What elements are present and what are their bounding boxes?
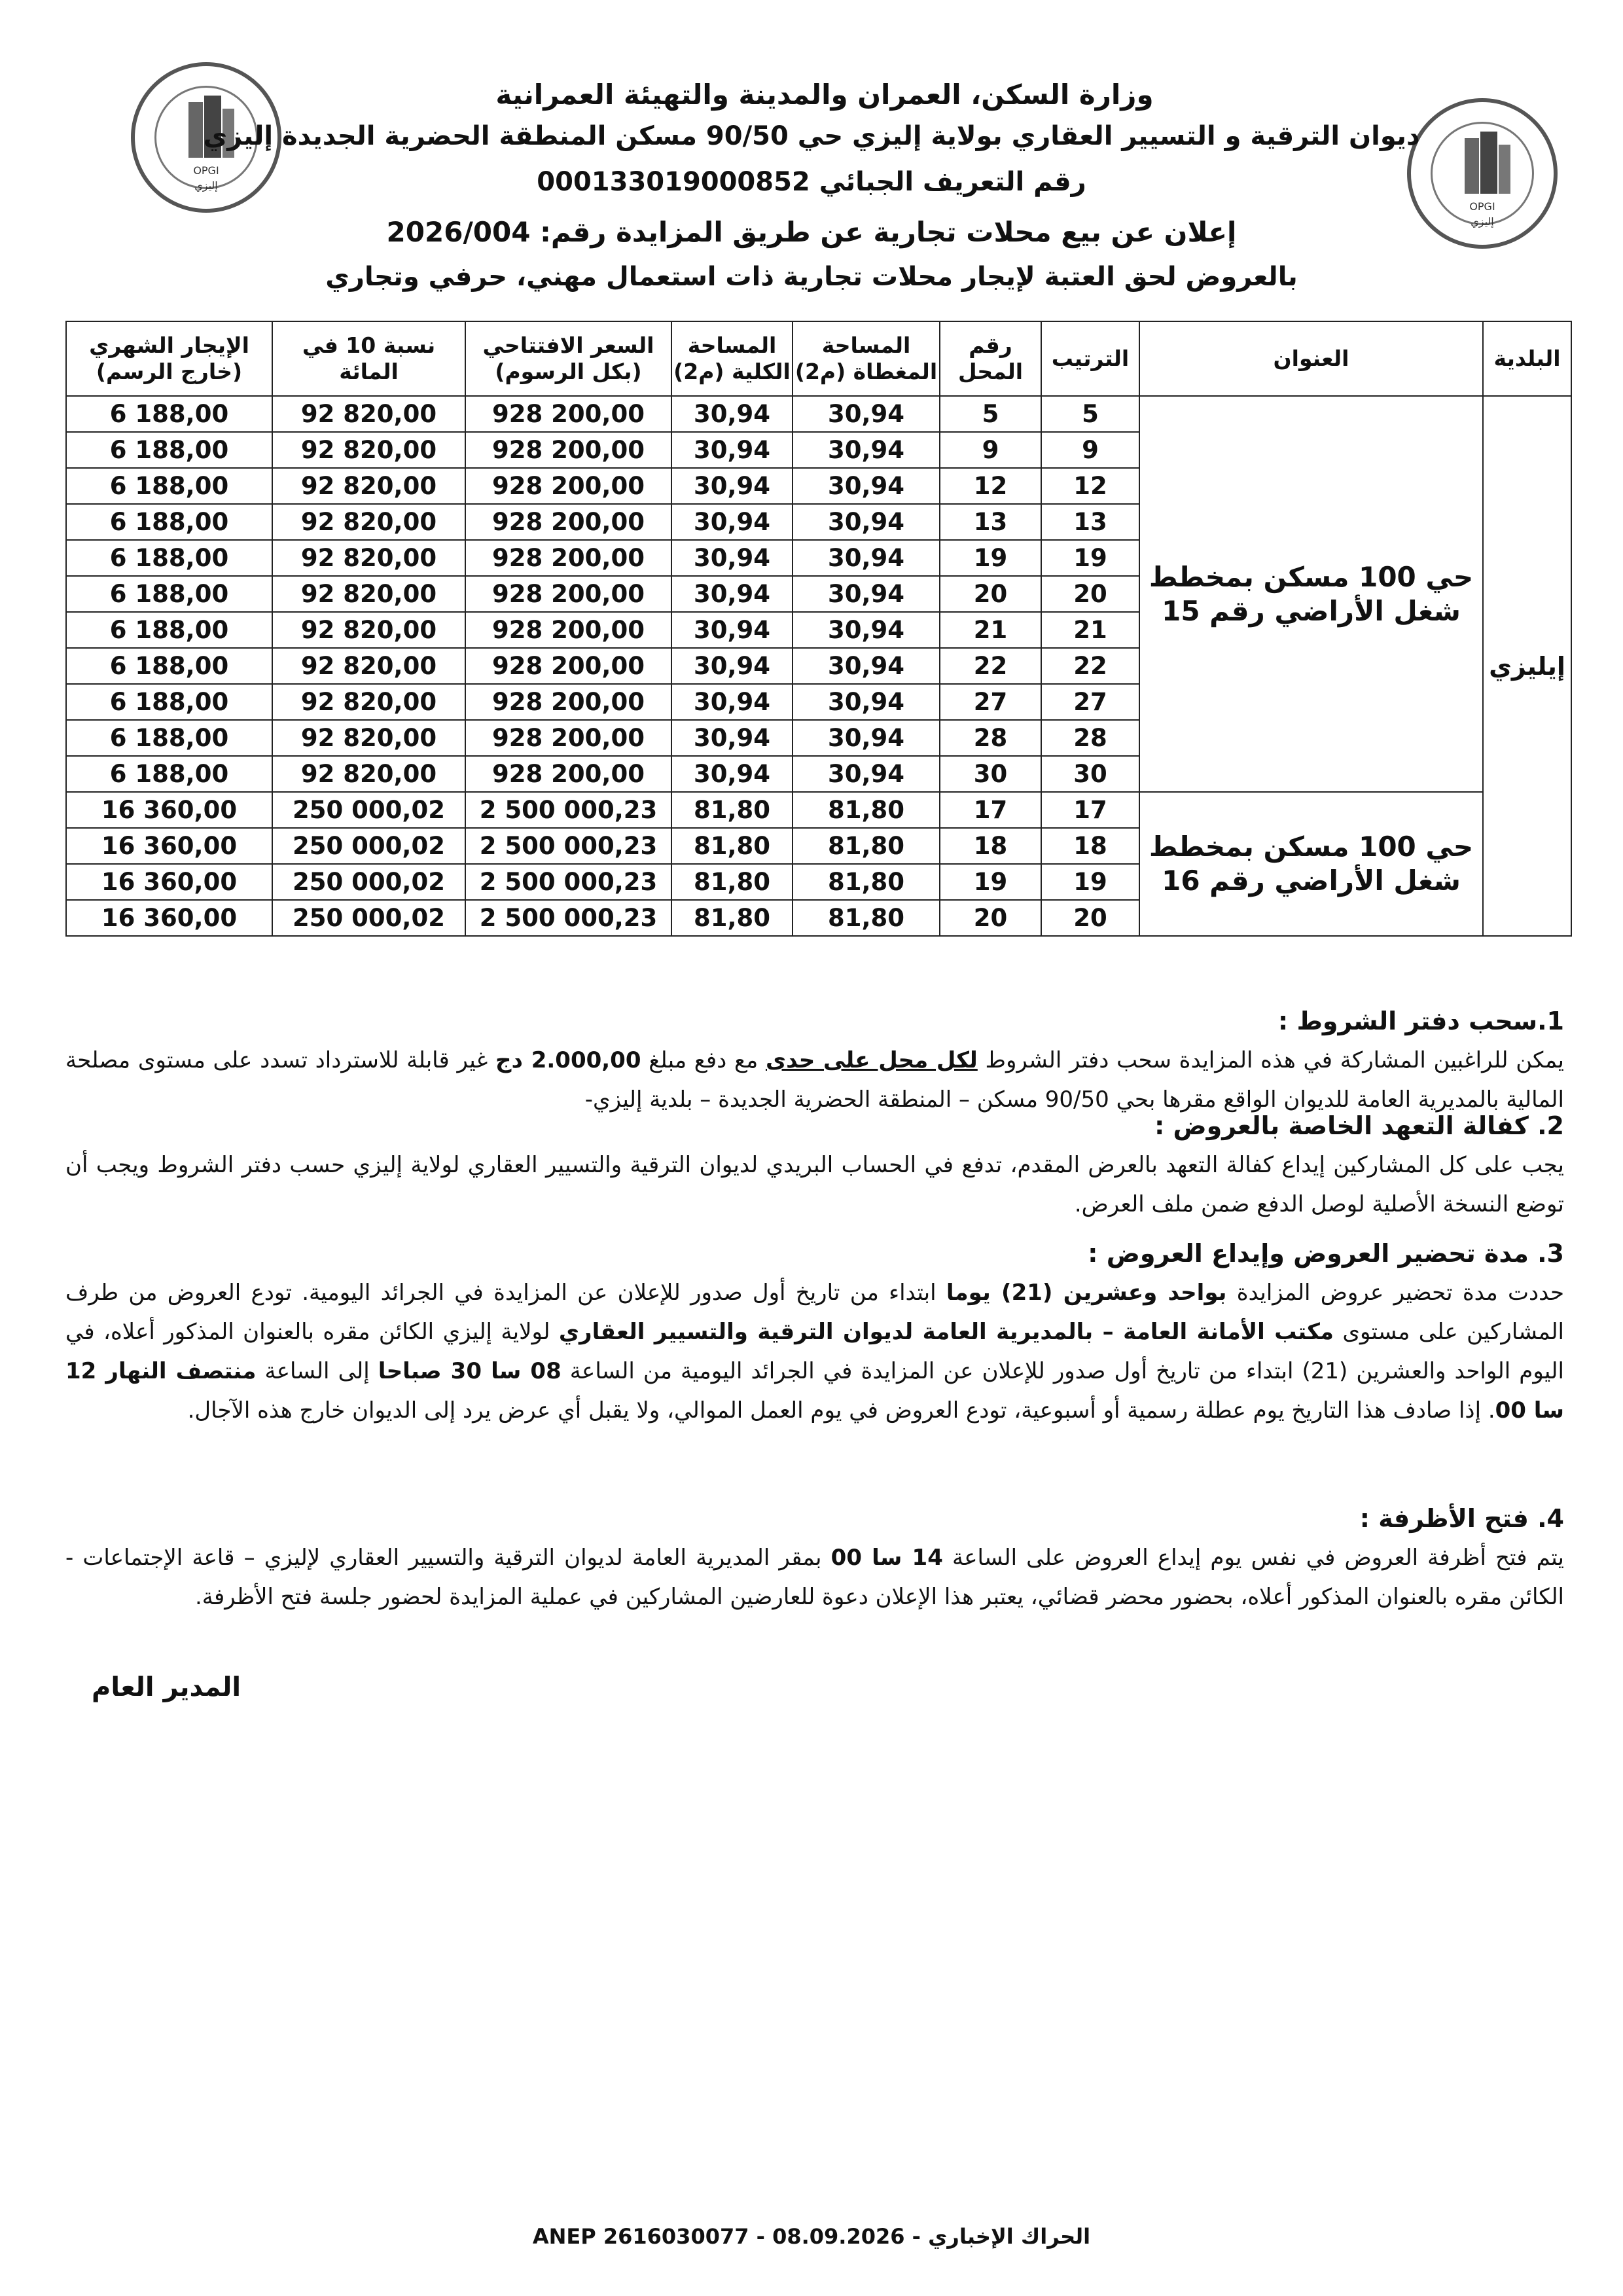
text-span: ابتداء من تاريخ أول صدور للإعلان عن المزايدة في الجرائد اليومية. تودع العروض من طرف المشاركين على مستوى (65, 1280, 1564, 1345)
cell-opening-price: 928 200,00 (465, 396, 671, 432)
cell-total-area: 30,94 (671, 504, 793, 540)
announcement-subtitle: بالعروض لحق العتبة لإيجار محلات تجارية ذات استعمال مهني، حرفي وتجاري (325, 262, 1298, 292)
cell-ten-percent: 92 820,00 (272, 720, 465, 756)
cell-opening-price: 2 500 000,23 (465, 828, 671, 864)
cell-opening-price: 2 500 000,23 (465, 792, 671, 828)
table-row (66, 792, 1571, 828)
cell-ten-percent: 92 820,00 (272, 468, 465, 504)
header-covered-area: المساحة المغطاة (م2) (793, 321, 940, 396)
section-title: 3. مدة تحضير العروض وإيداع العروض : (1088, 1239, 1564, 1268)
section-opening (65, 1499, 1564, 1617)
cell-shop-no: 17 (940, 792, 1041, 828)
cell-total-area: 81,80 (671, 792, 793, 828)
cell-opening-price: 928 200,00 (465, 504, 671, 540)
cell-total-area: 30,94 (671, 432, 793, 468)
office-title: ديوان الترقية و التسيير العقاري بولاية إليزي حي 90/50 مسكن المنطقة الحضرية الجديدة إليزي (203, 121, 1420, 151)
cell-total-area: 30,94 (671, 468, 793, 504)
cell-monthly-rent: 6 188,00 (66, 720, 272, 756)
cell-order: 30 (1041, 756, 1139, 792)
cell-monthly-rent: 6 188,00 (66, 504, 272, 540)
cell-covered-area: 30,94 (793, 468, 940, 504)
cell-shop-no: 21 (940, 612, 1041, 648)
cell-covered-area: 81,80 (793, 828, 940, 864)
section-text (65, 1273, 1564, 1430)
cell-shop-no: 5 (940, 396, 1041, 432)
cell-opening-price: 2 500 000,23 (465, 864, 671, 900)
fee-amount: 2.000,00 دج (495, 1047, 641, 1073)
section-text: يجب على كل المشاركين إيداع كفالة التعهد بالعرض المقدم، تدفع في الحساب البريدي لديوان الترقية والتسيير العقاري لولاية إليزي حسب دفتر الشروط ويجب أن توضع النسخة الأصلية لوصل الدفع ضمن ملف العرض. (65, 1152, 1564, 1217)
cell-shop-no: 28 (940, 720, 1041, 756)
cell-monthly-rent: 6 188,00 (66, 432, 272, 468)
cell-shop-no: 22 (940, 648, 1041, 684)
section-title: 4. فتح الأظرفة : (1359, 1504, 1564, 1533)
cell-monthly-rent: 6 188,00 (66, 540, 272, 576)
cell-covered-area: 30,94 (793, 540, 940, 576)
cell-covered-area: 81,80 (793, 864, 940, 900)
cell-shop-no: 20 (940, 900, 1041, 936)
text-span: لولاية إليزي الكائن مقره بالعنوان المذكور أعلاه، في اليوم الواحد والعشرين (21) ابتداء من تاريخ أول صدور للإعلان عن المزايدة في الجرائد اليومية من الساعة (65, 1319, 1564, 1384)
cell-ten-percent: 250 000,02 (272, 864, 465, 900)
cell-opening-price: 928 200,00 (465, 720, 671, 756)
cell-shop-no: 19 (940, 540, 1041, 576)
cell-order: 22 (1041, 648, 1139, 684)
cell-shop-no: 27 (940, 684, 1041, 720)
text-span: مع دفع مبلغ (641, 1047, 766, 1073)
section-guarantee (65, 1106, 1564, 1224)
cell-opening-price: 928 200,00 (465, 540, 671, 576)
cell-address: حي 100 مسكن بمخطط شغل الأراضي رقم 16 (1139, 792, 1483, 936)
underlined-text: لكل محل على حدى (765, 1047, 978, 1073)
cell-order: 21 (1041, 612, 1139, 648)
cell-monthly-rent: 6 188,00 (66, 396, 272, 432)
cell-covered-area: 30,94 (793, 504, 940, 540)
section-title: 1.سحب دفتر الشروط : (1278, 1007, 1564, 1035)
shops-table (65, 321, 1572, 937)
cell-covered-area: 30,94 (793, 396, 940, 432)
cell-opening-price: 928 200,00 (465, 576, 671, 612)
cell-order: 27 (1041, 684, 1139, 720)
cell-covered-area: 81,80 (793, 900, 940, 936)
bold-text: 08 سا 30 صباحا (378, 1358, 562, 1384)
cell-covered-area: 30,94 (793, 576, 940, 612)
header-total-area: المساحة الكلية (م2) (671, 321, 793, 396)
bold-text: منتصف النهار 12 سا 00 (65, 1358, 1564, 1424)
cell-ten-percent: 92 820,00 (272, 396, 465, 432)
announcement-title: إعلان عن بيع محلات تجارية عن طريق المزايدة رقم: 2026/004 (386, 216, 1237, 248)
cell-monthly-rent: 6 188,00 (66, 684, 272, 720)
cell-opening-price: 2 500 000,23 (465, 900, 671, 936)
cell-opening-price: 928 200,00 (465, 756, 671, 792)
cell-monthly-rent: 6 188,00 (66, 756, 272, 792)
section-title: 2. كفالة التعهد الخاصة بالعروض : (1154, 1111, 1564, 1140)
text-span: . إذا صادف هذا التاريخ يوم عطلة رسمية أو أسبوعية، تودع العروض في يوم العمل الموالي، ولا يقبل أي عرض يرد إلى الديوان خارج هذه الآجال. (187, 1397, 1495, 1424)
cell-order: 19 (1041, 540, 1139, 576)
cell-monthly-rent: 16 360,00 (66, 828, 272, 864)
header-ten-percent: نسبة 10 في المائة (272, 321, 465, 396)
cell-covered-area: 30,94 (793, 648, 940, 684)
cell-opening-price: 928 200,00 (465, 432, 671, 468)
cell-order: 18 (1041, 828, 1139, 864)
cell-order: 9 (1041, 432, 1139, 468)
text-span: يتم فتح أظرفة العروض في نفس يوم إيداع العروض على الساعة (942, 1545, 1564, 1571)
cell-covered-area: 30,94 (793, 756, 940, 792)
cell-address: حي 100 مسكن بمخطط شغل الأراضي رقم 15 (1139, 396, 1483, 792)
cell-covered-area: 30,94 (793, 720, 940, 756)
cell-total-area: 81,80 (671, 828, 793, 864)
cell-covered-area: 30,94 (793, 612, 940, 648)
cell-order: 13 (1041, 504, 1139, 540)
text-span: يمكن للراغبين المشاركة في هذه المزايدة سحب دفتر الشروط (977, 1047, 1564, 1073)
logo-caption: إليزي (1471, 215, 1494, 228)
cell-ten-percent: 92 820,00 (272, 540, 465, 576)
cell-ten-percent: 92 820,00 (272, 576, 465, 612)
cell-total-area: 30,94 (671, 612, 793, 648)
cell-total-area: 30,94 (671, 684, 793, 720)
bold-text: بواحد وعشرين (21) يوما (946, 1280, 1227, 1306)
logo-caption: إليزي (194, 179, 218, 192)
cell-ten-percent: 250 000,02 (272, 828, 465, 864)
cell-shop-no: 12 (940, 468, 1041, 504)
cell-monthly-rent: 16 360,00 (66, 900, 272, 936)
cell-order: 5 (1041, 396, 1139, 432)
cell-shop-no: 13 (940, 504, 1041, 540)
cell-total-area: 30,94 (671, 540, 793, 576)
cell-covered-area: 81,80 (793, 792, 940, 828)
cell-total-area: 30,94 (671, 648, 793, 684)
section-text (65, 1538, 1564, 1617)
text-span: غير قابلة للاسترداد تسدد على مستوى مصلحة المالية بالمديرية العامة للديوان الواقع مقرها بحي 90/50 مسكن – المنطقة الحضرية الجديدة – بلدية إليزي- (65, 1047, 1564, 1113)
cell-ten-percent: 250 000,02 (272, 792, 465, 828)
cell-total-area: 30,94 (671, 720, 793, 756)
header-opening-price: السعر الافتتاحي (بكل الرسوم) (465, 321, 671, 396)
cell-ten-percent: 92 820,00 (272, 504, 465, 540)
cell-order: 12 (1041, 468, 1139, 504)
cell-opening-price: 928 200,00 (465, 684, 671, 720)
bold-text: مكتب الأمانة العامة – بالمديرية العامة لديوان الترقية والتسيير العقاري (558, 1319, 1334, 1345)
cell-total-area: 81,80 (671, 900, 793, 936)
cell-shop-no: 20 (940, 576, 1041, 612)
header-order: الترتيب (1041, 321, 1139, 396)
section-deadline (65, 1234, 1564, 1430)
header-monthly-rent: الإيجار الشهري (خارج الرسم) (66, 321, 272, 396)
cell-ten-percent: 92 820,00 (272, 432, 465, 468)
cell-shop-no: 18 (940, 828, 1041, 864)
cell-total-area: 30,94 (671, 396, 793, 432)
cell-ten-percent: 92 820,00 (272, 684, 465, 720)
cell-ten-percent: 250 000,02 (272, 900, 465, 936)
table-header-row (66, 321, 1571, 396)
text-span: حددت مدة تحضير عروض المزايدة (1226, 1280, 1564, 1306)
cell-shop-no: 9 (940, 432, 1041, 468)
cell-order: 28 (1041, 720, 1139, 756)
cell-order: 17 (1041, 792, 1139, 828)
director-signature: المدير العام (92, 1672, 241, 1702)
cell-monthly-rent: 6 188,00 (66, 576, 272, 612)
logo-brand: OPGI (193, 164, 219, 177)
cell-total-area: 30,94 (671, 756, 793, 792)
cell-total-area: 30,94 (671, 576, 793, 612)
cell-monthly-rent: 6 188,00 (66, 648, 272, 684)
cell-opening-price: 928 200,00 (465, 612, 671, 648)
section-conditions (65, 1001, 1564, 1119)
tax-id: رقم التعريف الجبائي 000133019000852 (537, 167, 1086, 197)
cell-order: 19 (1041, 864, 1139, 900)
cell-monthly-rent: 6 188,00 (66, 612, 272, 648)
cell-covered-area: 30,94 (793, 432, 940, 468)
cell-municipality: إيليزي (1483, 396, 1571, 936)
cell-monthly-rent: 16 360,00 (66, 792, 272, 828)
header-municipality: البلدية (1483, 321, 1571, 396)
cell-shop-no: 19 (940, 864, 1041, 900)
cell-total-area: 81,80 (671, 864, 793, 900)
ministry-title: وزارة السكن، العمران والمدينة والتهيئة العمرانية (495, 79, 1154, 111)
cell-shop-no: 30 (940, 756, 1041, 792)
text-span: بمقر المديرية العامة لديوان الترقية والتسيير العقاري لإليزي – قاعة الإجتماعات - الكائن مقره بالعنوان المذكور أعلاه، بحضور محضر قضائي، يعتبر هذا الإعلان دعوة للعارضين المشاركين في عملية المزايدة لحضور جلسة فتح الأظرفة. (65, 1545, 1564, 1610)
cell-ten-percent: 92 820,00 (272, 612, 465, 648)
cell-opening-price: 928 200,00 (465, 468, 671, 504)
cell-ten-percent: 92 820,00 (272, 756, 465, 792)
cell-order: 20 (1041, 900, 1139, 936)
bold-text: 14 سا 00 (830, 1545, 943, 1571)
table-row (66, 396, 1571, 432)
footer-reference: الحراك الإخباري - ANEP 2616030077 - 08.09.2026 (532, 2224, 1091, 2249)
cell-covered-area: 30,94 (793, 684, 940, 720)
cell-opening-price: 928 200,00 (465, 648, 671, 684)
cell-monthly-rent: 16 360,00 (66, 864, 272, 900)
logo-brand: OPGI (1469, 200, 1495, 213)
cell-monthly-rent: 6 188,00 (66, 468, 272, 504)
header-shop-no: رقم المحل (940, 321, 1041, 396)
cell-ten-percent: 92 820,00 (272, 648, 465, 684)
text-span: إلى الساعة (256, 1358, 378, 1384)
header-address: العنوان (1139, 321, 1483, 396)
cell-order: 20 (1041, 576, 1139, 612)
